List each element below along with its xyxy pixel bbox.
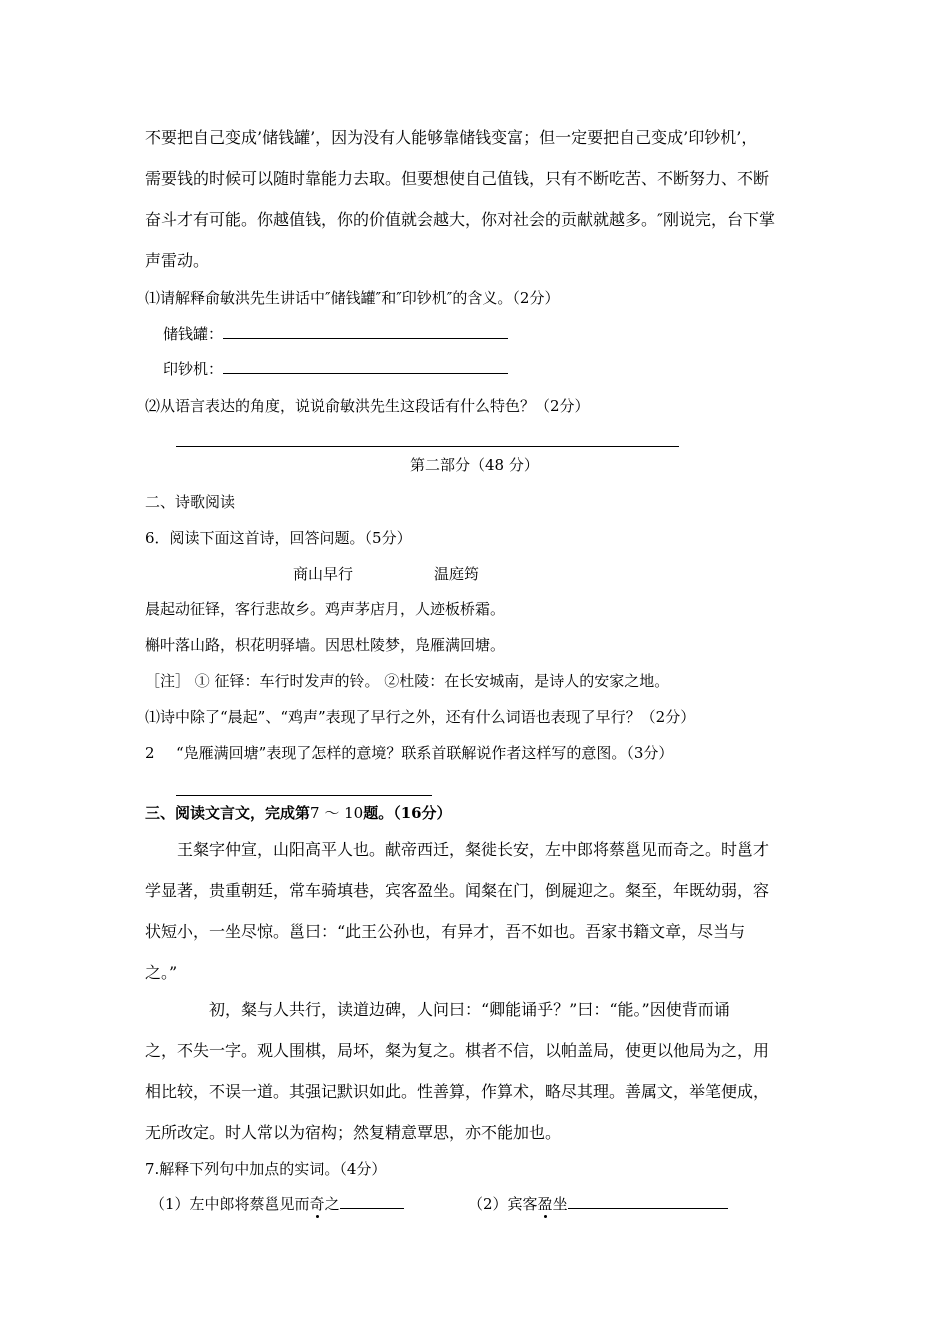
classical-text-line: 无所改定。时人常以为宿构；然复精意覃思，亦不能加也。 [145,1123,562,1142]
question-1: ⑴请解释俞敏洪先生讲话中″储钱罐″和″印钞机″的含义。（2分） [145,289,560,307]
section-heading-classical [145,803,452,823]
paragraph-line: 需要钱的时候可以随时靠能力去取。但要想使自己值钱，只有不断吃苦、不断努力、不断 [145,169,770,188]
question-6: 6．阅读下面这首诗，回答问题。（5分） [145,529,412,547]
classical-text-line: 相比较，不误一道。其强记默识如此。性善算，作算术，略尽其理。善属文，举笔便成， [145,1082,770,1101]
answer-blank-1[interactable] [223,324,508,339]
section-prefix: 三、阅读文言文，完成第 [145,804,311,822]
item-1-pre: （1）左中郎将蔡邕见而 [150,1195,310,1213]
dotted-word: 奇 [309,1195,325,1213]
answer-label-1: 储钱罐： [163,325,224,343]
classical-text-line: 状短小，一坐尽惊。邕曰：“此王公孙也，有异才，吾不如也。吾家书籍文章，尽当与 [145,922,746,941]
classical-text-line: 之，不失一字。观人围棋，局坏，粲为复之。棋者不信，以帕盖局，使更以他局为之，用 [145,1041,770,1060]
answer-blank-7-1[interactable] [340,1194,404,1209]
poem-author: 温庭筠 [434,565,480,583]
item-2-pre: （2）宾客 [468,1195,538,1213]
paragraph-line: 奋斗才有可能。你越值钱，你的价值就会越大，你对社会的贡献就越多。″刚说完，台下掌 [145,210,775,229]
item-1-post: 之 [324,1195,340,1213]
paragraph-line: 声雷动。 [145,251,210,270]
question-7-item-1 [150,1194,404,1214]
poem-line: 槲叶落山路，枳花明驿墙。因思杜陵梦，凫雁满回塘。 [145,636,506,654]
answer-line-2 [163,359,508,379]
answer-rule [176,795,432,796]
poem-note: ［注］ ① 征铎：车行时发声的铃。 ②杜陵：在长安城南，是诗人的安家之地。 [145,672,670,690]
dotted-word: 盈 [537,1195,553,1213]
answer-label-2: 印钞机： [163,360,224,378]
classical-text-line: 王粲字仲宣，山阳高平人也。献帝西迁，粲徙长安，左中郎将蔡邕见而奇之。时邕才 [177,840,770,859]
answer-blank-7-2[interactable] [568,1194,728,1209]
classical-text-line: 之。” [145,963,178,982]
poem-title: 商山早行 [293,565,354,583]
classical-text-line: 学显著，贵重朝廷，常车骑填巷，宾客盈坐。闻粲在门，倒屣迎之。粲至，年既幼弱，容 [145,881,770,900]
answer-blank-2[interactable] [223,359,508,374]
answer-rule [176,446,679,447]
answer-line-1 [163,324,508,344]
paragraph-line: 不要把自己变成’储钱罐’，因为没有人能够靠储钱变富；但一定要把自己变成’印钞机’， [145,128,758,147]
section-suffix: 题。（16分） [363,804,452,822]
question-7-item-2 [468,1194,728,1214]
part-title: 第二部分（48 分） [410,456,539,474]
question-6-1: ⑴诗中除了“晨起”、“鸡声”表现了早行之外，还有什么词语也表现了早行？（2分） [145,708,696,726]
section-heading-poetry: 二、诗歌阅读 [145,493,236,511]
poem-line: 晨起动征铎，客行悲故乡。鸡声茅店月，人迹板桥霜。 [145,600,506,618]
section-range: 7 ～ 10 [310,804,364,822]
classical-text-line: 初，粲与人共行，读道边碑，人问曰：“卿能诵乎？”曰：“能。”因使背而诵 [209,1000,730,1019]
question-2: ⑵从语言表达的角度，说说俞敏洪先生这段话有什么特色？（2分） [145,397,590,415]
question-7: 7.解释下列句中加点的实词。（4分） [145,1160,387,1178]
question-6-2: “凫雁满回塘”表现了怎样的意境？联系首联解说作者这样写的意图。（3分） [176,744,674,762]
item-2-post: 坐 [552,1195,568,1213]
question-6-2-number: 2 [145,744,155,762]
